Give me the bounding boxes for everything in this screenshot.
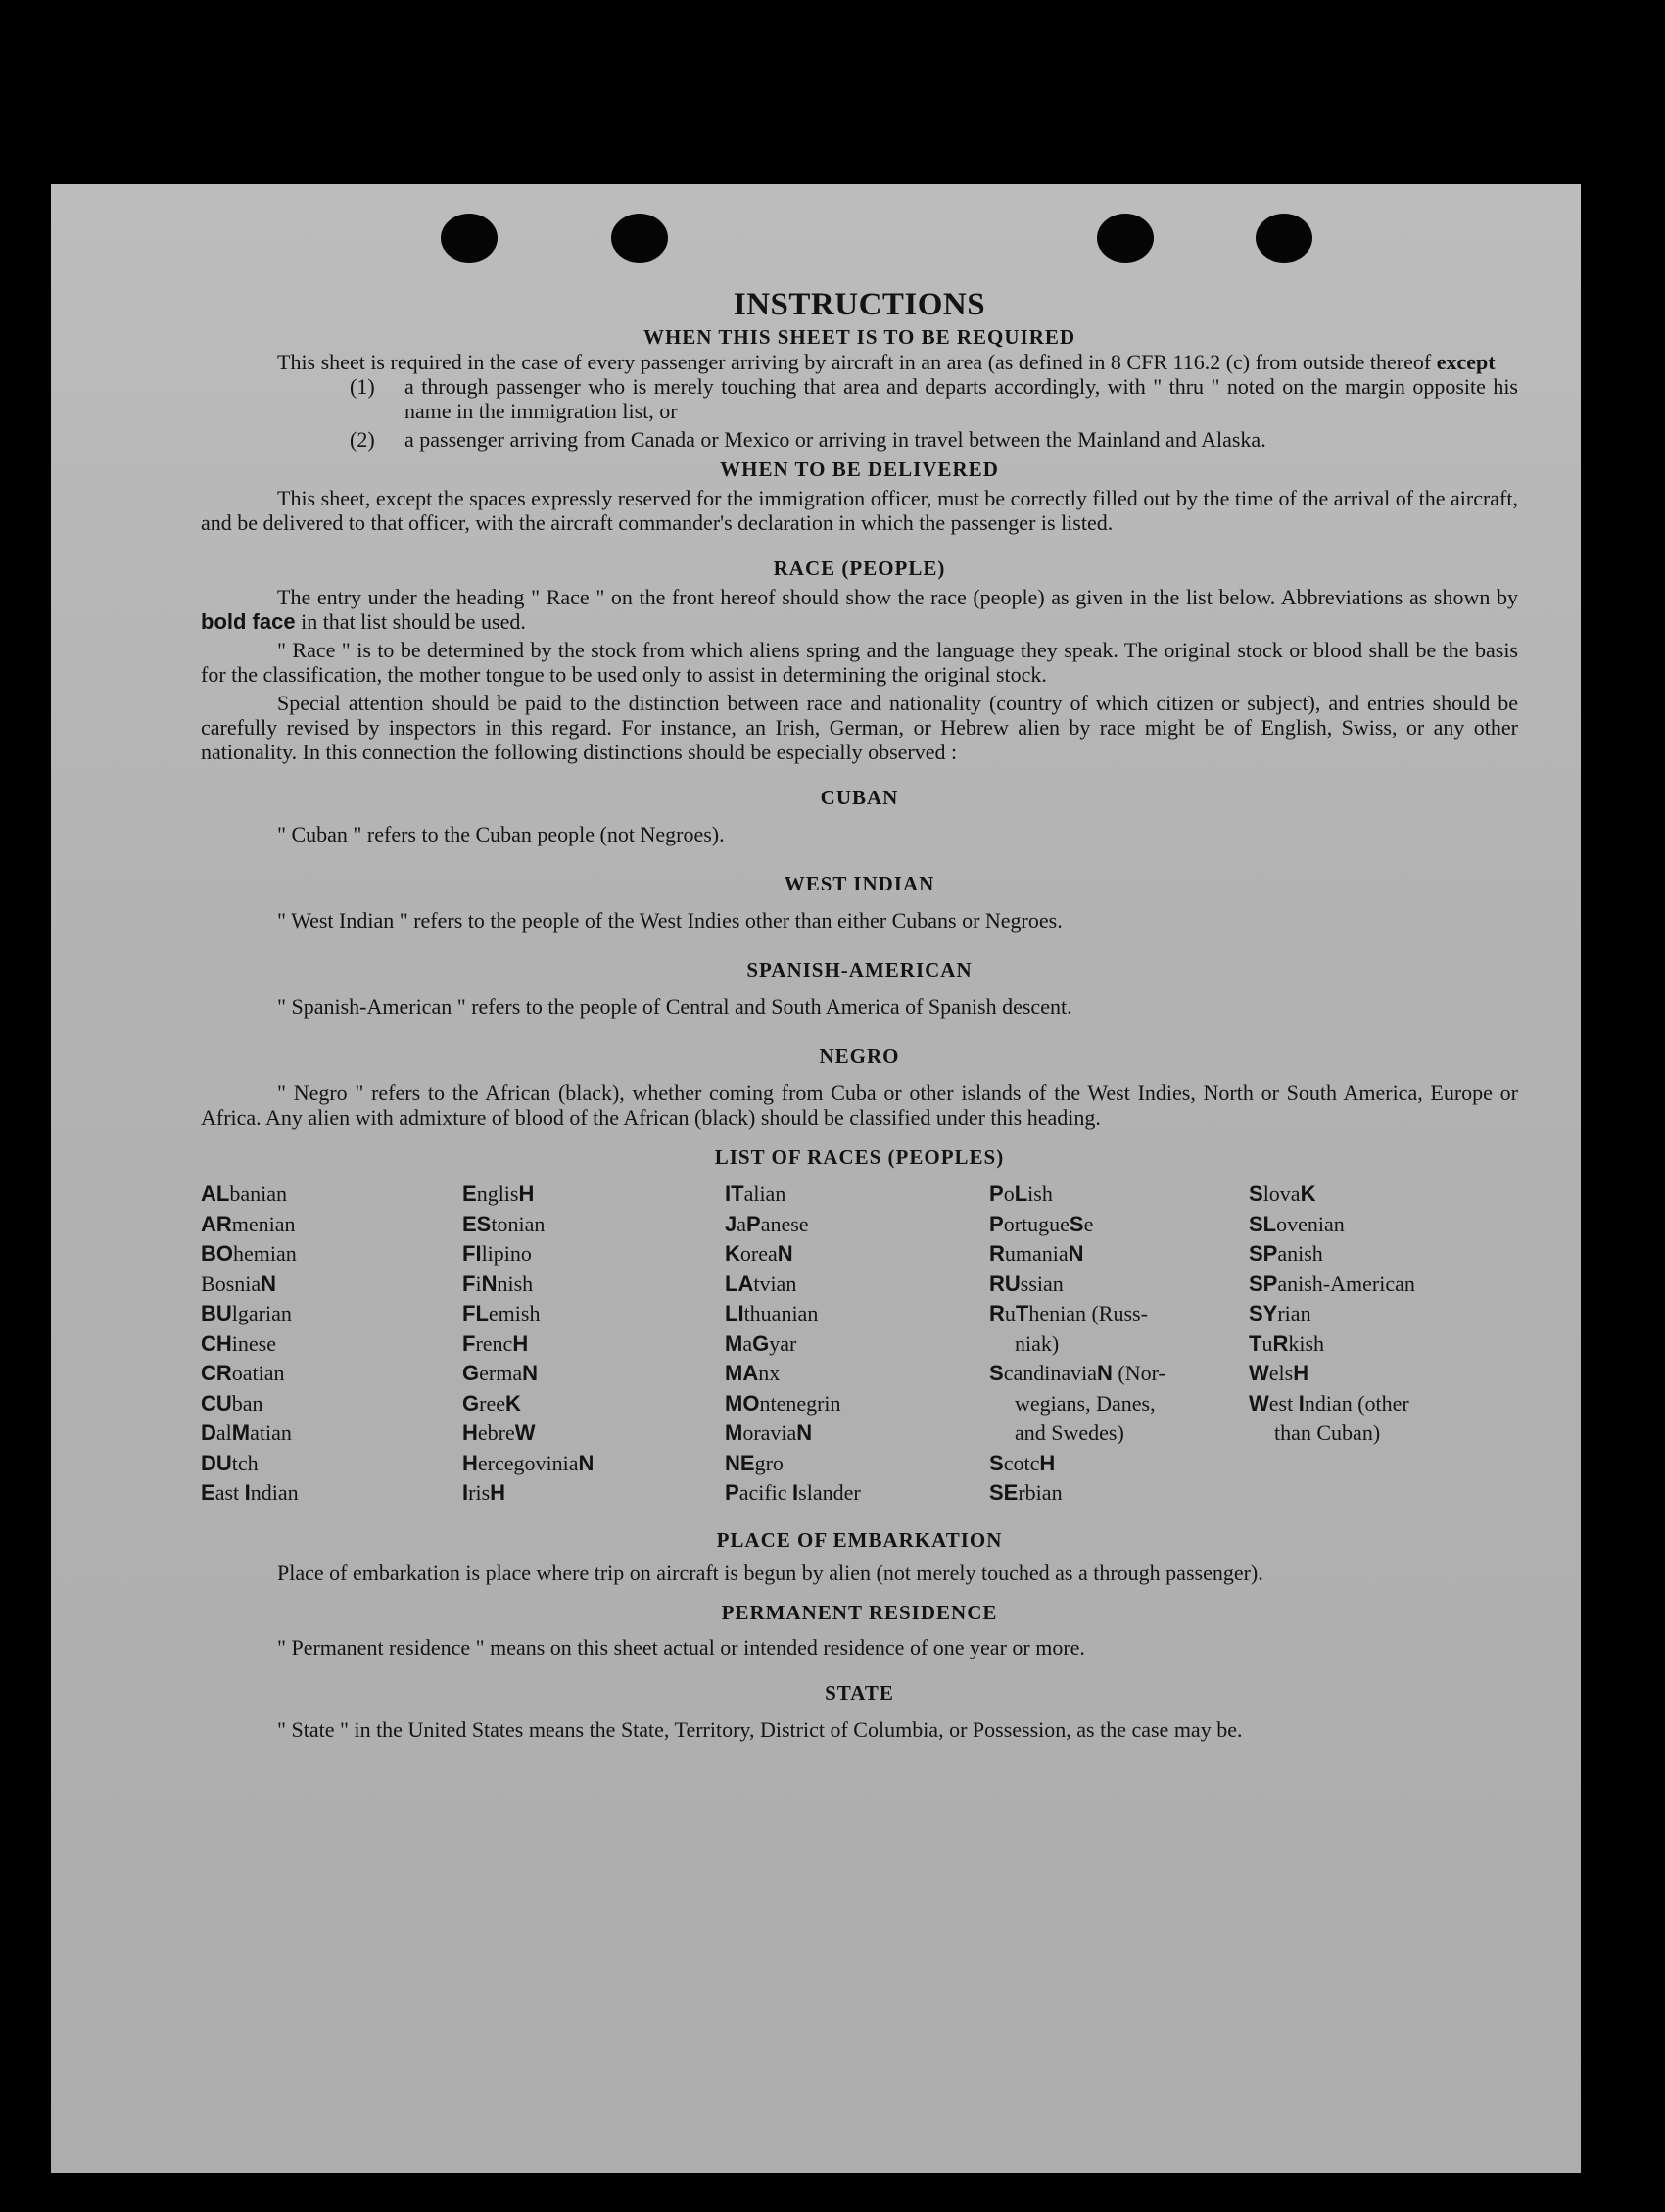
- race-entry: ALbanian: [201, 1181, 287, 1206]
- race-entry: SPanish-American: [1249, 1271, 1415, 1296]
- race-entry: RumaniaN: [989, 1241, 1084, 1266]
- race-entry: LIthuanian: [725, 1301, 819, 1325]
- race-entry: PortugueSe: [989, 1211, 1094, 1236]
- race-paragraph-1: The entry under the heading " Race " on the front hereof should show the race (people) as given in the list below. Abbreviations as shown by bold face in that list should be used.: [201, 585, 1518, 634]
- race-entry: DUtch: [201, 1450, 259, 1475]
- race-paragraph-3: Special attention should be paid to the distinction between race and nationality (country of which citizen or subject), and entries should be carefully revised by inspectors in this regard. For instance, an Irish, German, or Hebrew alien by race might be of English, Swiss, or any other nationality. In this connection the following distinctions should be especially observed :: [201, 691, 1518, 764]
- negro-text: " Negro " refers to the African (black), whether coming from Cuba or other islands of the West Indies, North or South America, Europe or Africa. Any alien with admixture of blood of the African (black) should be classified under this heading.: [201, 1081, 1518, 1130]
- when-delivered-text: This sheet, except the spaces expressly reserved for the immigration officer, must be correctly filled out by the time of the arrival of the aircraft, and be delivered to that officer, with the aircraft commander's declaration in which the passenger is listed.: [201, 486, 1518, 535]
- exception-item: (1) a through passenger who is merely touching that area and departs accordingly, with " thru " noted on the margin opposite his name in the immigration list, or: [350, 374, 1518, 423]
- race-entry: NEgro: [725, 1450, 784, 1475]
- race-entry: EnglisH: [462, 1181, 535, 1206]
- race-entry: ARmenian: [201, 1211, 296, 1236]
- race-entry: EStonian: [462, 1211, 546, 1236]
- punch-hole: [1097, 214, 1154, 263]
- heading-race: RACE (PEOPLE): [773, 556, 946, 580]
- race-entry: Pacific Islander: [725, 1480, 861, 1505]
- race-entry: DalMatian: [201, 1420, 292, 1445]
- race-list: [201, 1179, 1518, 1509]
- page-title: INSTRUCTIONS: [733, 287, 986, 322]
- race-entry: and Swedes): [1015, 1420, 1124, 1445]
- race-entry: BosniaN: [201, 1271, 277, 1296]
- cuban-text: " Cuban " refers to the Cuban people (not Negroes).: [277, 822, 725, 846]
- race-entry: SYrian: [1249, 1301, 1311, 1325]
- race-entry: LAtvian: [725, 1271, 797, 1296]
- race-entry: niak): [1015, 1330, 1060, 1356]
- heading-list-of-races: LIST OF RACES (PEOPLES): [714, 1145, 1005, 1169]
- race-paragraph-2: " Race " is to be determined by the stock from which aliens spring and the language they speak. The original stock or blood shall be the basis for the classification, the mother tongue to be used only to assist in determining the original stock.: [201, 638, 1518, 687]
- heading-west-indian: WEST INDIAN: [784, 872, 935, 895]
- race-entry: CUban: [201, 1390, 263, 1416]
- race-column: [725, 1179, 989, 1509]
- race-entry: HercegoviniaN: [462, 1450, 595, 1475]
- heading-negro: NEGRO: [819, 1044, 900, 1068]
- heading-spanish-american: SPANISH-AMERICAN: [746, 958, 973, 982]
- race-entry: CRoatian: [201, 1361, 285, 1385]
- race-entry: MaGyar: [725, 1330, 797, 1356]
- race-column: [1249, 1179, 1503, 1509]
- race-entry: MOntenegrin: [725, 1390, 841, 1416]
- race-entry: ScandinaviaN (Nor-: [989, 1361, 1166, 1385]
- race-entry: RUssian: [989, 1271, 1064, 1296]
- race-entry: MoraviaN: [725, 1420, 813, 1445]
- heading-state: STATE: [825, 1680, 894, 1705]
- punch-hole: [441, 214, 498, 263]
- race-entry: KoreaN: [725, 1241, 793, 1266]
- state-text: " State " in the United States means the State, Territory, District of Columbia, or Possession, as the case may be.: [277, 1716, 1243, 1742]
- heading-cuban: CUBAN: [820, 786, 899, 809]
- race-column: [462, 1179, 725, 1509]
- race-entry: MAnx: [725, 1361, 781, 1385]
- punch-hole: [1256, 214, 1312, 263]
- race-entry: FiNnish: [462, 1271, 534, 1296]
- race-entry: JaPanese: [725, 1211, 809, 1236]
- race-entry: West Indian (other: [1249, 1390, 1409, 1416]
- race-entry: WelsH: [1249, 1361, 1309, 1385]
- race-entry: FrencH: [462, 1330, 529, 1356]
- west-indian-text: " West Indian " refers to the people of the West Indies other than either Cubans or Negroes.: [277, 908, 1063, 933]
- race-entry: BUlgarian: [201, 1301, 292, 1325]
- race-column: [989, 1179, 1249, 1509]
- race-entry: ScotcH: [989, 1450, 1056, 1475]
- punch-hole: [611, 214, 668, 263]
- race-entry: PoLish: [989, 1181, 1053, 1206]
- race-entry: GreeK: [462, 1390, 521, 1416]
- race-entry: SPanish: [1249, 1241, 1323, 1266]
- race-entry: IrisH: [462, 1480, 506, 1505]
- race-entry: wegians, Danes,: [1015, 1390, 1156, 1416]
- exception-item: (2) a passenger arriving from Canada or Mexico or arriving in travel between the Mainland and Alaska.: [350, 427, 1266, 452]
- race-column: [201, 1179, 462, 1509]
- heading-when-required: WHEN THIS SHEET IS TO BE REQUIRED: [642, 325, 1076, 349]
- race-entry: than Cuban): [1274, 1420, 1381, 1445]
- heading-place-of-embarkation: PLACE OF EMBARKATION: [716, 1527, 1003, 1552]
- race-entry: SErbian: [989, 1480, 1063, 1505]
- embarkation-text: Place of embarkation is place where trip on aircraft is begun by alien (not merely touched as a through passenger).: [277, 1560, 1263, 1585]
- when-required-intro: This sheet is required in the case of every passenger arriving by aircraft in an area (as defined in 8 CFR 116.2 (c) from outside thereof except: [277, 350, 1496, 374]
- race-entry: ITalian: [725, 1181, 786, 1206]
- heading-permanent-residence: PERMANENT RESIDENCE: [721, 1600, 998, 1624]
- race-entry: CHinese: [201, 1330, 276, 1356]
- spanish-american-text: " Spanish-American " refers to the people of Central and South America of Spanish descent.: [277, 994, 1072, 1019]
- document-sheet: [51, 184, 1581, 2173]
- race-entry: FIlipino: [462, 1241, 532, 1266]
- instructions-content: [201, 287, 1518, 1742]
- race-entry: GermaN: [462, 1361, 538, 1385]
- race-entry: FLemish: [462, 1301, 541, 1325]
- race-entry: SLovenian: [1249, 1211, 1345, 1236]
- race-entry: BOhemian: [201, 1241, 297, 1266]
- race-entry: East Indian: [201, 1480, 299, 1505]
- residence-text: " Permanent residence " means on this sheet actual or intended residence of one year or more.: [277, 1634, 1085, 1659]
- heading-when-delivered: WHEN TO BE DELIVERED: [720, 457, 999, 481]
- race-entry: TuRkish: [1249, 1330, 1325, 1356]
- race-entry: RuThenian (Russ-: [989, 1301, 1148, 1325]
- race-entry: HebreW: [462, 1420, 536, 1445]
- race-entry: SlovaK: [1249, 1181, 1316, 1206]
